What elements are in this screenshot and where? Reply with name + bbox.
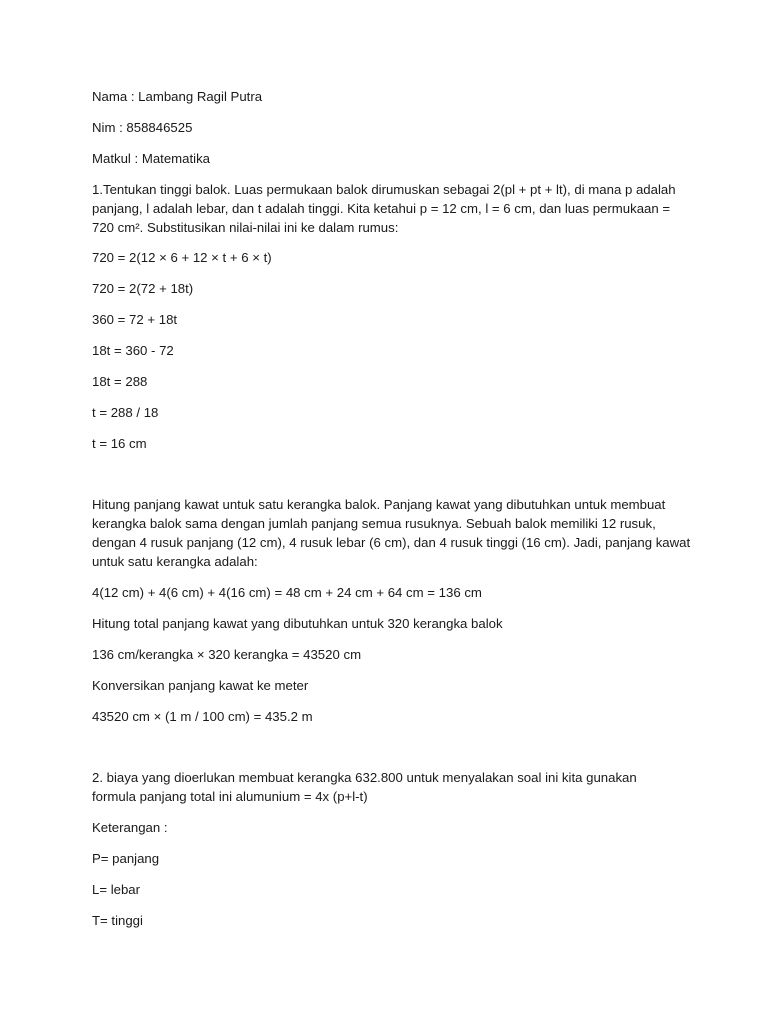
keterangan-label: Keterangan : [92,820,168,835]
q1-result: t = 16 cm [92,436,147,451]
q2-intro-line: formula panjang total ini alumunium = 4x (p+l-t) [92,789,368,804]
q1-step: 720 = 2(72 + 18t) [92,281,194,296]
legend-t: T= tinggi [92,913,143,928]
wire-equation: 4(12 cm) + 4(6 cm) + 4(16 cm) = 48 cm + 24 cm + 64 cm = 136 cm [92,585,482,600]
q1-step: 360 = 72 + 18t [92,312,178,327]
total-label: Hitung total panjang kawat yang dibutuhkan untuk 320 kerangka balok [92,616,503,631]
total-equation: 136 cm/kerangka × 320 kerangka = 43520 cm [92,647,362,662]
q1-intro-line: 1.Tentukan tinggi balok. Luas permukaan balok dirumuskan sebagai 2(pl + pt + lt), di mana p adalah [92,182,676,197]
course-name: Matkul : Matematika [92,151,210,166]
wire-intro-line: untuk satu kerangka adalah: [92,554,258,569]
q2-intro-line: 2. biaya yang dioerlukan membuat kerangka 632.800 untuk menyalakan soal ini kita gunakan [92,770,637,785]
legend-l: L= lebar [92,882,141,897]
student-nim: Nim : 858846525 [92,120,193,135]
convert-equation: 43520 cm × (1 m / 100 cm) = 435.2 m [92,709,313,724]
q1-step: 18t = 360 - 72 [92,343,174,358]
wire-intro-line: dengan 4 rusuk panjang (12 cm), 4 rusuk lebar (6 cm), dan 4 rusuk tinggi (16 cm). Jadi, panjang kawat [92,535,691,550]
legend-p: P= panjang [92,851,160,866]
wire-intro-line: Hitung panjang kawat untuk satu kerangka balok. Panjang kawat yang dibutuhkan untuk membuat [92,497,666,512]
convert-label: Konversikan panjang kawat ke meter [92,678,309,693]
student-name: Nama : Lambang Ragil Putra [92,89,263,104]
q1-step: t = 288 / 18 [92,405,159,420]
wire-intro-line: kerangka balok sama dengan jumlah panjang semua rusuknya. Sebuah balok memiliki 12 rusuk, [92,516,656,531]
q1-intro-line: 720 cm². Substitusikan nilai-nilai ini ke dalam rumus: [92,220,399,235]
q1-step: 720 = 2(12 × 6 + 12 × t + 6 × t) [92,250,272,265]
q1-intro-line: panjang, l adalah lebar, dan t adalah tinggi. Kita ketahui p = 12 cm, l = 6 cm, dan luas permukaan = [92,201,671,216]
q1-step: 18t = 288 [92,374,148,389]
